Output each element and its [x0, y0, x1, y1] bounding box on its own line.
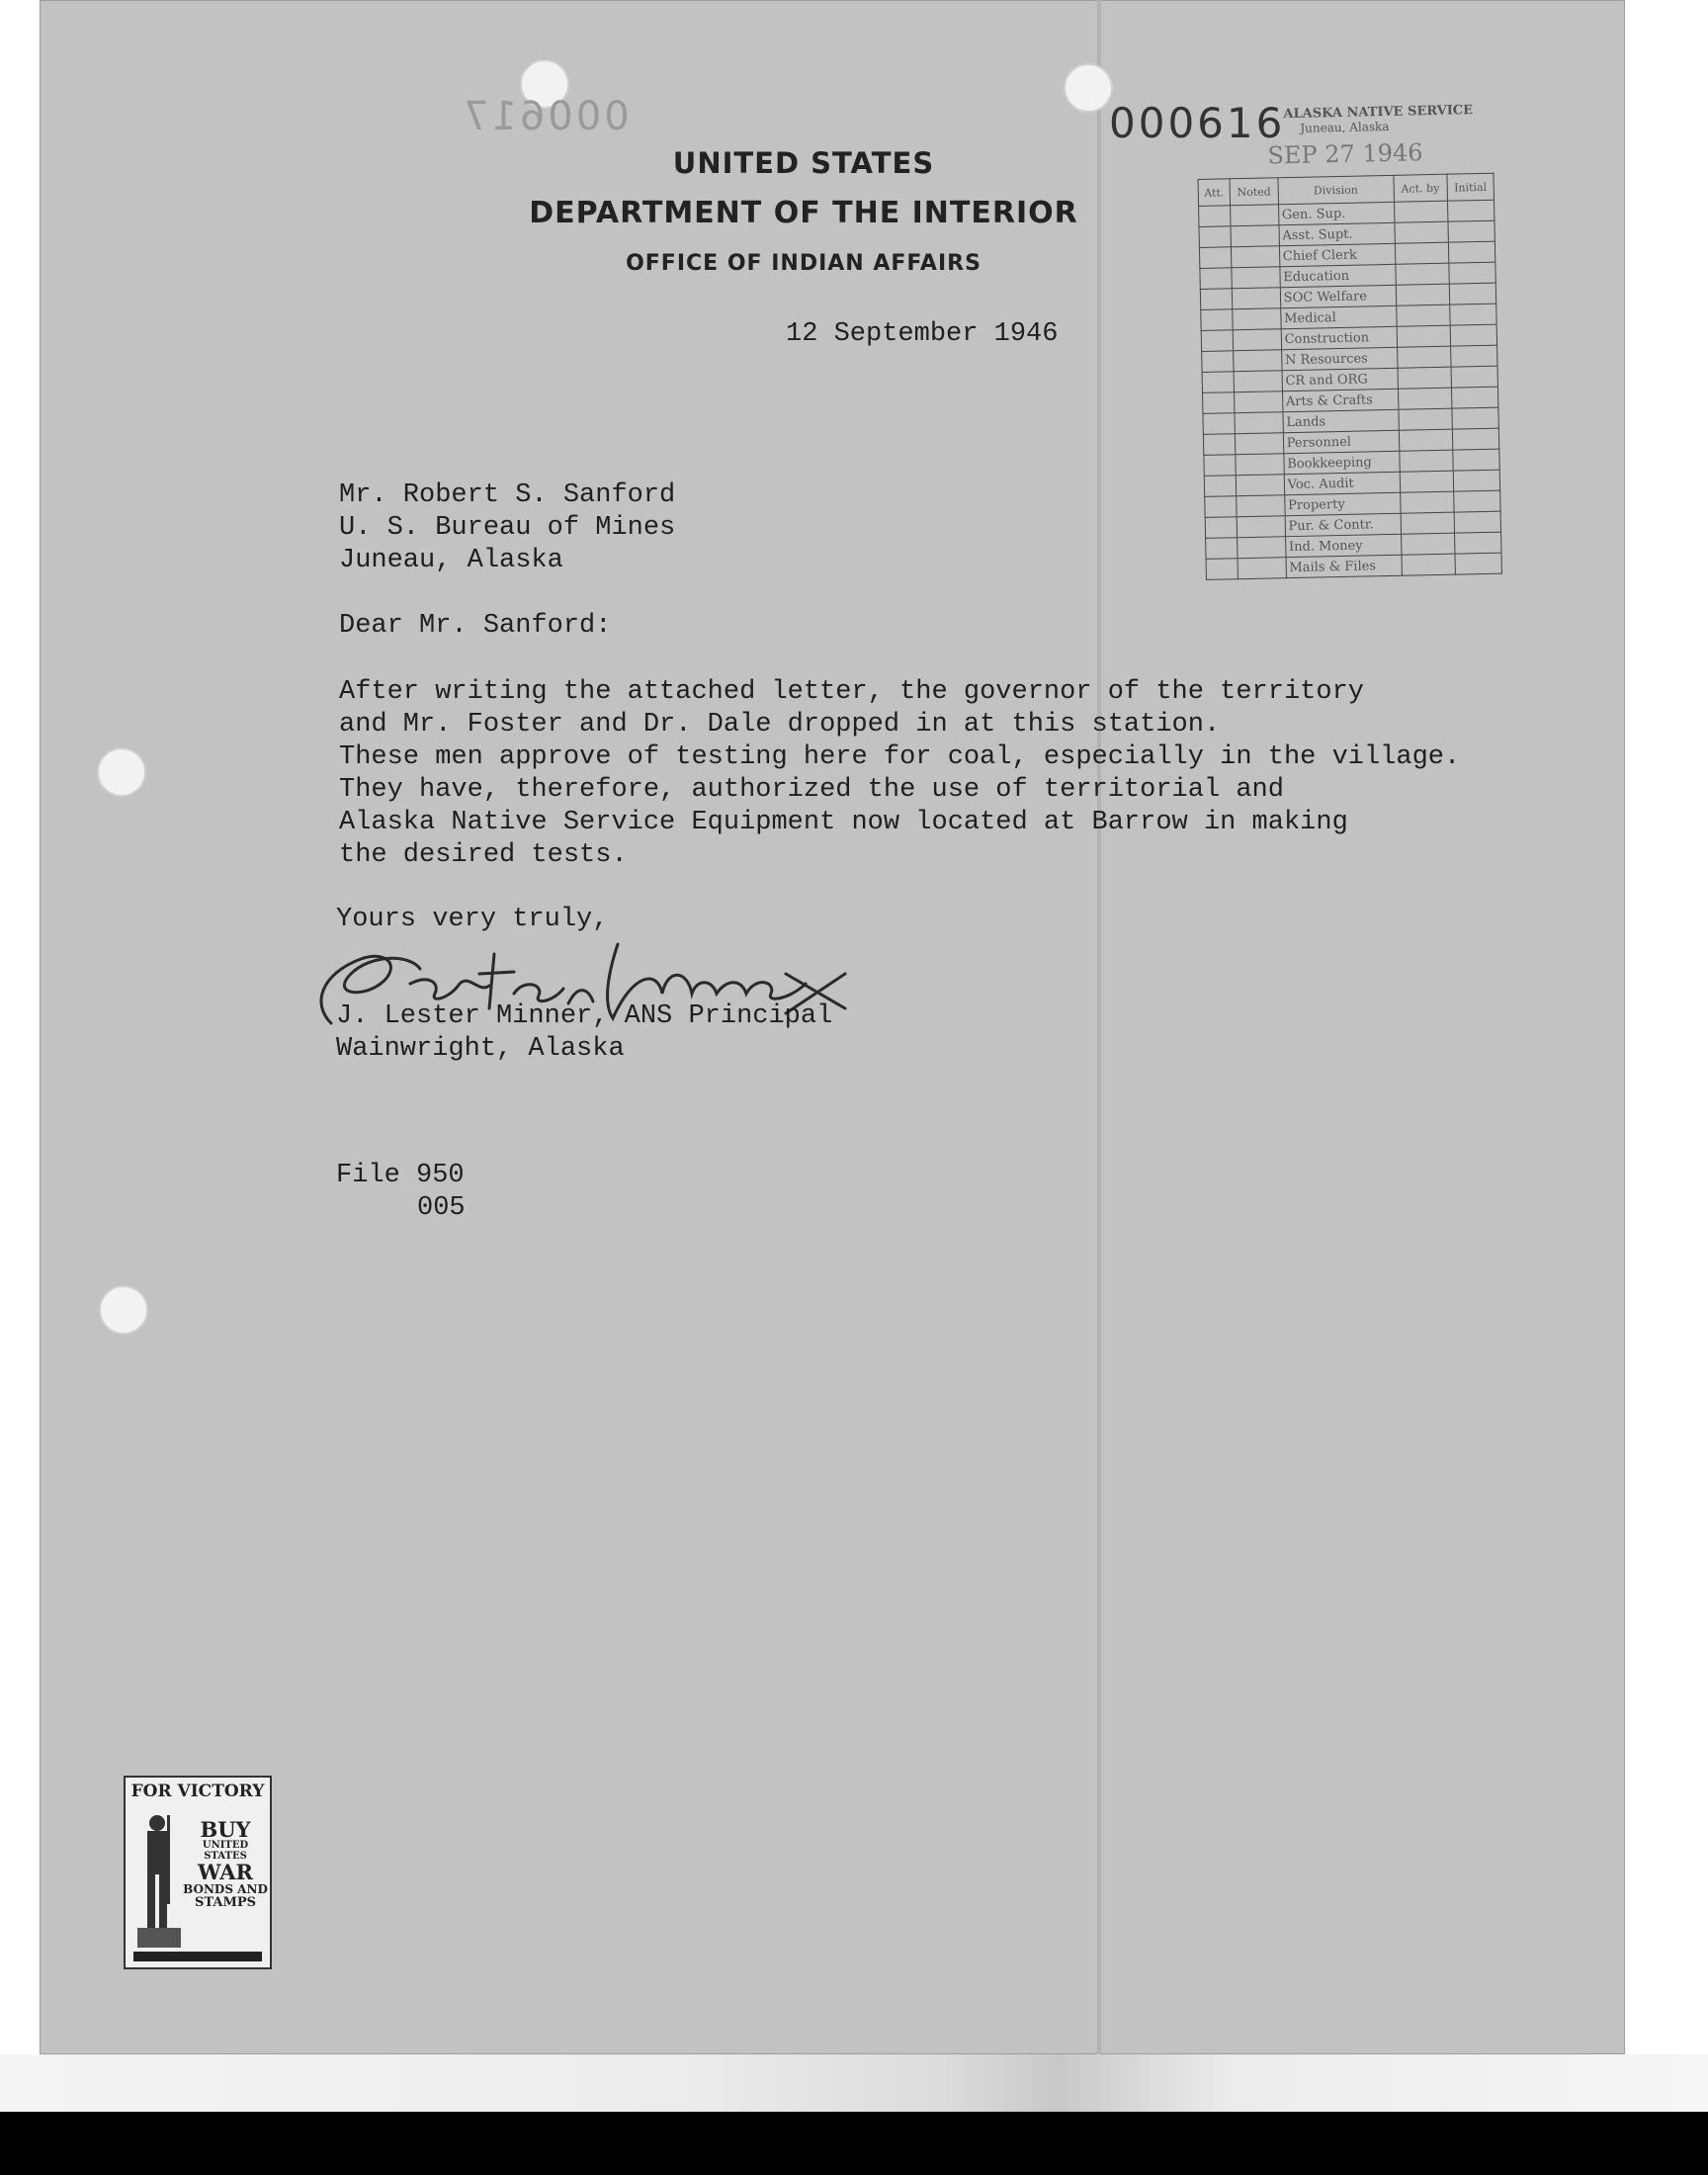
routing-cell: [1237, 495, 1285, 517]
routing-cell: [1394, 201, 1447, 222]
recipient-city: Juneau, Alaska: [339, 546, 563, 575]
routing-cell: [1455, 553, 1502, 574]
routing-cell: [1395, 242, 1448, 264]
routing-cell: [1205, 517, 1237, 539]
routing-cell: [1204, 455, 1236, 477]
punch-hole-top-right: [1064, 63, 1113, 113]
routing-header-division: Division: [1278, 175, 1395, 204]
routing-cell: [1453, 490, 1500, 512]
routing-cell: [1400, 491, 1453, 513]
body-line: These men approve of testing here for coal, especially in the village.: [339, 742, 1461, 772]
routing-cell: [1396, 263, 1449, 285]
faded-file-number: 000617: [461, 94, 630, 139]
routing-cell: [1235, 412, 1283, 434]
recipient-org: U. S. Bureau of Mines: [339, 513, 676, 543]
closing: Yours very truly,: [336, 905, 609, 934]
routing-cell: [1231, 225, 1279, 247]
routing-cell: [1399, 429, 1452, 451]
routing-agency: ALASKA NATIVE SERVICE: [1283, 103, 1474, 123]
routing-division: Ind. Money: [1285, 534, 1401, 557]
routing-division: Medical: [1280, 305, 1396, 328]
routing-cell: [1447, 200, 1494, 221]
body-line: the desired tests.: [339, 840, 628, 870]
routing-cell: [1205, 496, 1237, 518]
routing-cell: [1402, 554, 1455, 575]
letterhead-line2: DEPARTMENT OF THE INTERIOR: [529, 196, 1078, 230]
routing-cell: [1396, 304, 1449, 326]
routing-cell: [1203, 413, 1235, 435]
war-bonds-poster: [124, 1776, 272, 1969]
routing-cell: [1452, 428, 1499, 450]
letter-date: 12 September 1946: [786, 319, 1059, 349]
routing-cell: [1199, 206, 1231, 227]
routing-cell: [1235, 392, 1283, 413]
routing-cell: [1233, 329, 1281, 351]
routing-cell: [1200, 289, 1232, 310]
routing-cell: [1238, 537, 1286, 559]
routing-division: N Resources: [1281, 347, 1397, 370]
scan-edge-strip: [0, 2054, 1708, 2112]
routing-division: Personnel: [1283, 430, 1399, 453]
routing-cell: [1449, 304, 1496, 325]
routing-cell: [1401, 533, 1454, 555]
routing-header-noted: Noted: [1230, 178, 1278, 206]
routing-cell: [1202, 351, 1234, 373]
page-fold-line: [1097, 0, 1101, 2054]
routing-header-act-by: Act. by: [1394, 174, 1448, 202]
letterhead-line1: UNITED STATES: [672, 146, 935, 180]
routing-division: SOC Welfare: [1280, 285, 1396, 307]
body-line: They have, therefore, authorized the use of territorial and: [339, 775, 1284, 805]
poster-body: [183, 1819, 268, 1909]
routing-cell: [1236, 454, 1284, 476]
salutation: Dear Mr. Sanford:: [339, 611, 612, 641]
routing-division: Voc. Audit: [1284, 472, 1400, 494]
routing-cell: [1452, 407, 1499, 429]
routing-cell: [1203, 434, 1235, 456]
letterhead-line3: OFFICE OF INDIAN AFFAIRS: [626, 251, 982, 276]
routing-cell: [1203, 392, 1235, 414]
routing-cell: [1204, 476, 1236, 497]
punch-hole-left-upper: [97, 747, 146, 797]
routing-location: Juneau, Alaska: [1300, 119, 1390, 135]
body-line: After writing the attached letter, the governor of the territory: [339, 677, 1364, 707]
file-label: File 950: [336, 1161, 465, 1190]
routing-cell: [1449, 262, 1496, 284]
routing-cell: [1201, 309, 1233, 331]
routing-division: Property: [1284, 492, 1400, 515]
routing-division: Mails & Files: [1286, 555, 1402, 577]
poster-bonds-and: BONDS AND: [183, 1882, 268, 1897]
routing-cell: [1236, 475, 1284, 496]
routing-division: Education: [1280, 264, 1396, 287]
routing-cell: [1451, 387, 1498, 408]
routing-cell: [1448, 241, 1495, 263]
routing-cell: [1454, 532, 1501, 554]
poster-war: WAR: [198, 1860, 253, 1885]
routing-cell: [1399, 408, 1452, 430]
routing-cell: [1450, 345, 1497, 367]
routing-division: Gen. Sup.: [1278, 202, 1394, 224]
routing-cell: [1401, 512, 1454, 534]
routing-cell: [1232, 288, 1280, 309]
routing-stamp: [1196, 103, 1503, 613]
routing-cell: [1206, 559, 1238, 580]
routing-cell: [1397, 346, 1450, 368]
routing-cell: [1231, 246, 1279, 268]
routing-cell: [1400, 471, 1453, 492]
poster-united-states: UNITED STATES: [202, 1840, 249, 1862]
routing-cell: [1234, 371, 1282, 392]
poster-buy: BUY: [200, 1817, 251, 1842]
routing-division: Lands: [1283, 409, 1399, 432]
routing-division: Pur. & Contr.: [1285, 513, 1401, 536]
routing-division: Bookkeeping: [1284, 451, 1400, 474]
routing-cell: [1202, 372, 1234, 393]
routing-cell: [1398, 388, 1451, 409]
routing-received-date: SEP 27 1946: [1267, 138, 1423, 170]
routing-header-initial: Initial: [1447, 173, 1494, 201]
routing-cell: [1200, 268, 1232, 290]
routing-division: Asst. Supt.: [1279, 222, 1395, 245]
minuteman-icon: [133, 1809, 185, 1958]
signature-location: Wainwright, Alaska: [336, 1034, 625, 1064]
routing-division: Construction: [1281, 326, 1397, 349]
routing-cell: [1395, 221, 1448, 243]
body-line: and Mr. Foster and Dr. Dale dropped in at this station.: [339, 710, 1221, 740]
routing-cell: [1206, 538, 1238, 560]
routing-cell: [1199, 247, 1231, 269]
poster-stamps: STAMPS: [195, 1894, 256, 1910]
routing-cell: [1201, 330, 1233, 352]
routing-division: CR and ORG: [1282, 368, 1398, 391]
routing-cell: [1397, 325, 1450, 347]
routing-cell: [1451, 366, 1498, 388]
routing-cell: [1454, 511, 1501, 533]
routing-cell: [1400, 450, 1453, 472]
routing-cell: [1450, 324, 1497, 346]
routing-cell: [1448, 220, 1495, 242]
routing-cell: [1199, 226, 1231, 248]
routing-cell: [1234, 350, 1282, 372]
routing-cell: [1398, 367, 1451, 389]
file-stamp-number: 000616: [1109, 99, 1286, 147]
routing-cell: [1453, 449, 1500, 471]
routing-table: [1197, 173, 1501, 580]
scan-black-band: [0, 2112, 1708, 2175]
routing-header-att: Att.: [1198, 179, 1231, 207]
routing-division: Chief Clerk: [1279, 243, 1395, 266]
routing-cell: [1235, 433, 1283, 455]
routing-cell: [1237, 516, 1285, 538]
routing-cell: [1233, 308, 1281, 330]
routing-cell: [1396, 284, 1449, 305]
routing-cell: [1231, 205, 1279, 226]
routing-cell: [1453, 470, 1500, 491]
routing-division: Arts & Crafts: [1282, 389, 1398, 411]
routing-cell: [1232, 267, 1280, 289]
recipient-name: Mr. Robert S. Sanford: [339, 480, 676, 510]
file-sub: 005: [417, 1193, 466, 1223]
poster-title: FOR VICTORY: [130, 1782, 265, 1801]
poster-bar: [133, 1952, 262, 1961]
signature-name: J. Lester Minner, ANS Principal: [336, 1001, 833, 1031]
routing-cell: [1238, 558, 1286, 579]
body-line: Alaska Native Service Equipment now located at Barrow in making: [339, 808, 1348, 837]
routing-cell: [1449, 283, 1496, 304]
punch-hole-left-lower: [99, 1285, 148, 1335]
